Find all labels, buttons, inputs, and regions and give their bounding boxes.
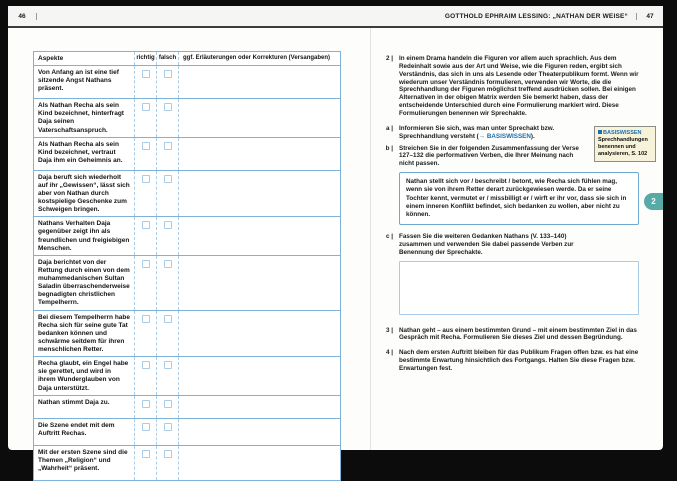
checkbox-falsch[interactable] <box>164 315 172 323</box>
exercise-4-text: Nach dem ersten Auftritt bleiben für das Publikum Fragen offen bzw. es hat eine bestimmte Erwartung hinsichtlich des Fortgangs. Halten Sie diese Fragen bzw. Erwartungen fest. <box>399 349 639 373</box>
checkbox-falsch[interactable] <box>164 450 172 458</box>
aspekt-text: Von Anfang an ist eine tief sitzende Angst Nathans präsent. <box>38 69 119 93</box>
table-row <box>34 445 340 480</box>
table-row <box>34 418 340 445</box>
col-header-notes: ggf. Erläuterungen oder Korrekturen (Versangaben) <box>178 52 340 65</box>
notes-cell[interactable] <box>178 171 340 217</box>
notes-cell[interactable] <box>178 66 340 98</box>
notes-cell[interactable] <box>178 311 340 357</box>
table-row <box>34 356 340 395</box>
aspekt-text: Nathans Verhalten Daja gegenüber zeigt ihn als freundlichen und freigiebigen Menschen. <box>38 220 130 252</box>
table-row <box>34 137 340 170</box>
table-header-row <box>34 52 340 65</box>
exercise-3 <box>373 327 645 343</box>
page-gutter <box>370 28 371 450</box>
aspekt-text: Daja beruft sich wiederholt auf ihr „Gewissen“, lässt sich aber von Nathan durch kostspielige Geschenke zum Schweigen bringen. <box>38 173 130 214</box>
checkbox-richtig[interactable] <box>142 221 150 229</box>
basiswissen-link[interactable]: → BASISWISSEN <box>478 132 531 140</box>
exercise-2 <box>373 55 645 118</box>
table-row <box>34 98 340 137</box>
checkbox-richtig[interactable] <box>142 175 150 183</box>
notes-cell[interactable] <box>178 99 340 137</box>
exercise-2a-text: Informieren Sie sich, was man unter Sprechakt bzw. Sprechhandlung versteht (→ BASISWISSEN). <box>399 124 555 140</box>
table-row <box>34 395 340 418</box>
exercise-4 <box>373 349 645 373</box>
notes-cell[interactable] <box>178 138 340 170</box>
aspekt-text: Als Nathan Recha als sein Kind bezeichnet, vertraut Daja ihm ein Geheimnis an. <box>38 140 123 164</box>
table-row <box>34 216 340 255</box>
chapter-tab: 2 <box>644 193 663 210</box>
exercise-2b-marker: b | <box>385 144 393 152</box>
checkbox-falsch[interactable] <box>164 361 172 369</box>
exercise-2-text: In einem Drama handeln die Figuren vor allem auch sprachlich. Aus dem Redeinhalt sowie aus der Art und Weise, wie die Figuren reden, ergibt sich Verständnis, das sich in uns als Lesende oder Theaterpublikum formt. Wenn wir wiederum unser Verständnis formulieren, verwenden wir Worte, die die Sprechhandlung der Figuren möglichst treffend ausdrücken sollen. Bei einigen Alternativen in der obigen Matrix werden Sie bemerkt haben, dass der entscheidende Unterschied durch eine Formulierung markiert wird. Diese Formulierungen benennen wir Sprechakte. <box>399 55 639 118</box>
page-number-left: 46 <box>8 13 37 20</box>
exercise-4-marker: 4 | <box>385 349 393 357</box>
exercise-2b-text: Streichen Sie in der folgenden Zusammenfassung der Verse 127–132 die performativen Verben, die Ihrer Meinung nach nicht passen. <box>399 144 579 168</box>
aspekt-text: Die Szene endet mit dem Auftritt Rechas. <box>38 421 115 437</box>
checkbox-falsch[interactable] <box>164 175 172 183</box>
checkbox-falsch[interactable] <box>164 70 172 78</box>
checkbox-falsch[interactable] <box>164 400 172 408</box>
checkbox-falsch[interactable] <box>164 423 172 431</box>
checkbox-richtig[interactable] <box>142 400 150 408</box>
exercise-2a-marker: a | <box>385 124 393 132</box>
col-header-falsch: falsch <box>156 52 178 65</box>
checkbox-richtig[interactable] <box>142 142 150 150</box>
checkbox-richtig[interactable] <box>142 315 150 323</box>
aspekt-text: Mit der ersten Szene sind die Themen „Religion“ und „Wahrheit“ präsent. <box>38 448 128 472</box>
page-number-right: 47 <box>636 13 663 20</box>
col-header-richtig: richtig <box>134 52 156 65</box>
checkbox-richtig[interactable] <box>142 260 150 268</box>
notes-cell[interactable] <box>178 357 340 395</box>
basiswissen-box <box>594 126 656 162</box>
checkbox-richtig[interactable] <box>142 450 150 458</box>
square-bullet-icon <box>598 130 602 134</box>
notes-cell[interactable] <box>178 217 340 255</box>
table-row <box>34 255 340 310</box>
notes-cell[interactable] <box>178 446 340 480</box>
exercise-2-marker: 2 | <box>385 55 393 62</box>
checkbox-richtig[interactable] <box>142 423 150 431</box>
aspekt-text: Bei diesem Tempelherrn habe Recha sich für seine gute Tat bedanken können und schwärme seitdem für ihren menschlichen Retter. <box>38 313 130 353</box>
notes-cell[interactable] <box>178 256 340 310</box>
chapter-title: GOTTHOLD EPHRAIM LESSING: „NATHAN DER WEISE“ <box>444 12 628 20</box>
summary-quote-box: Nathan stellt sich vor / beschreibt / betont, wie Recha sich fühlen mag, wenn sie von ihrem Retter derart zurückgewiesen werde. Da er seine Tochter kennt, vermutet er / missbilligt er / wirft er ihr vor, dass sie sich in einem inneren Konflikt befindet, sich bedanken zu wollen, aber nicht zu können. <box>399 172 639 225</box>
notes-cell[interactable] <box>178 396 340 418</box>
aspekt-text: Als Nathan Recha als sein Kind bezeichnet, hinterfragt Daja seinen Vaterschaftsanspruch. <box>38 102 124 134</box>
aspekt-text: Recha glaubt, ein Engel habe sie gerettet, und wird in ihrem Wunderglauben von Daja unterstützt. <box>38 360 129 392</box>
exercise-2c-text: Fassen Sie die weiteren Gedanken Nathans (V. 133–140) zusammen und verwenden Sie dabei passende Verben zur Benennung der Sprechakte. <box>399 233 574 256</box>
exercise-3-marker: 3 | <box>385 326 393 334</box>
checkbox-falsch[interactable] <box>164 221 172 229</box>
col-header-aspekte: Aspekte <box>38 55 64 62</box>
page-header <box>8 6 663 28</box>
notes-cell[interactable] <box>178 419 340 445</box>
checkbox-falsch[interactable] <box>164 142 172 150</box>
table-row <box>34 310 340 357</box>
checkbox-richtig[interactable] <box>142 103 150 111</box>
basiswissen-box-title: BASISWISSEN <box>598 130 652 137</box>
aspekt-text: Daja berichtet von der Rettung durch einen von dem muhammedanischen Sultan Saladin überraschenderweise begnadigten christlichen Tempelherrn. <box>38 258 130 307</box>
checkbox-falsch[interactable] <box>164 260 172 268</box>
basiswissen-box-text: Sprechhandlungen benennen und analysieren, S. 102 <box>598 136 648 157</box>
table-row <box>34 65 340 98</box>
exercise-2c <box>373 233 645 257</box>
table-row <box>34 170 340 217</box>
exercise-3-text: Nathan geht – aus einem bestimmten Grund – mit einem bestimmten Ziel in das Gespräch mit Recha. Formulieren Sie dieses Ziel und dessen Begründung. <box>399 326 637 342</box>
aspekt-text: Nathan stimmt Daja zu. <box>38 398 110 406</box>
exercises-column <box>373 55 645 380</box>
exercise-2c-marker: c | <box>385 233 393 241</box>
aspekte-table <box>33 51 341 481</box>
checkbox-falsch[interactable] <box>164 103 172 111</box>
answer-box[interactable] <box>399 261 639 315</box>
book-spread <box>8 6 663 472</box>
checkbox-richtig[interactable] <box>142 361 150 369</box>
checkbox-richtig[interactable] <box>142 70 150 78</box>
